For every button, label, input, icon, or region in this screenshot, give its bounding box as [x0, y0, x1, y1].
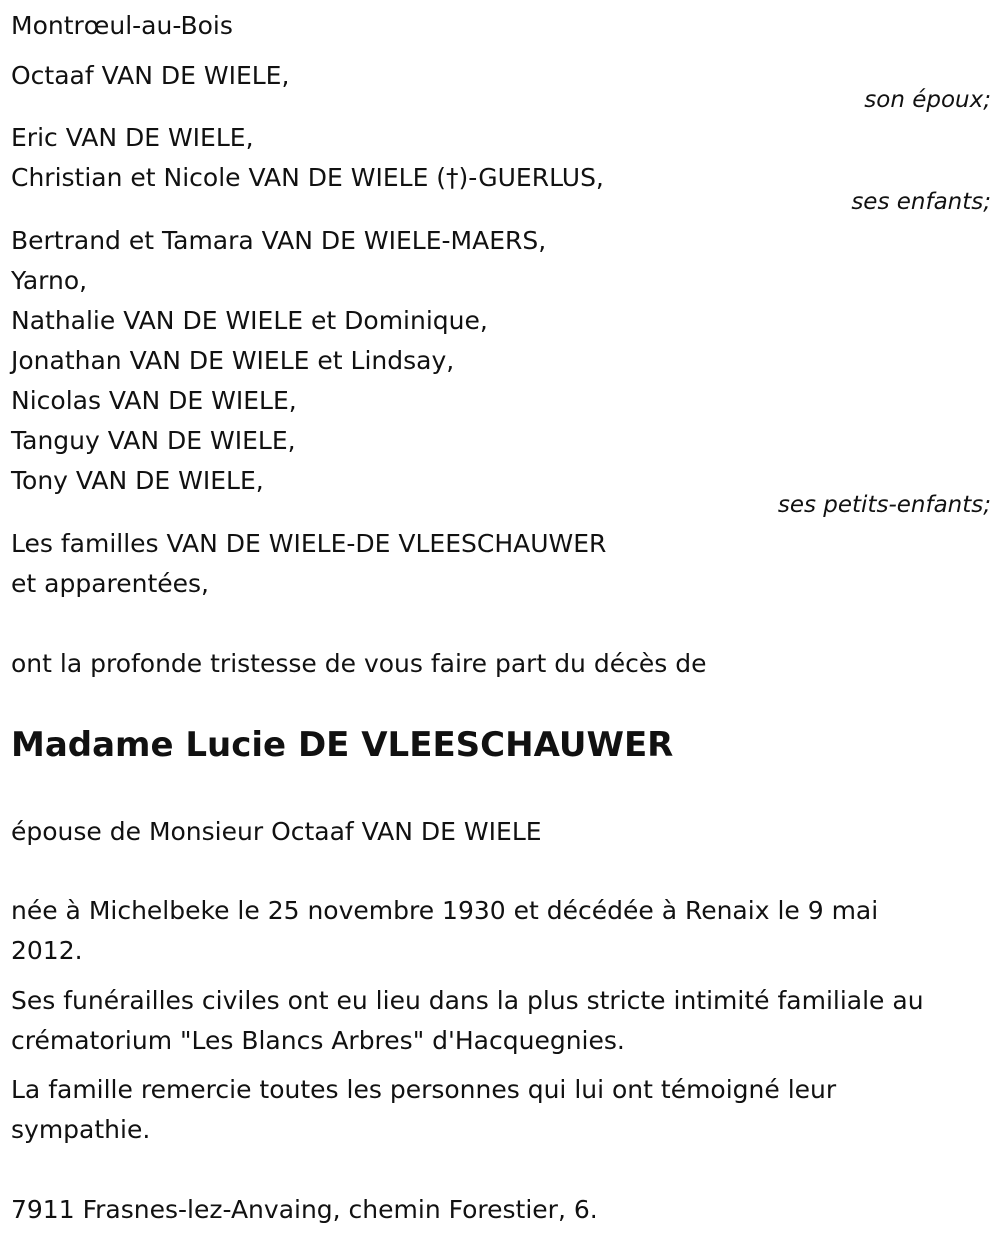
thanks-text: La famille remercie toutes les personnes qui lui ont témoigné leur sympathie.: [11, 1075, 837, 1144]
grandchild-name: Tony VAN DE WIELE,: [11, 466, 264, 495]
children-role: ses enfants;: [851, 189, 991, 215]
grandchildren-role: ses petits-enfants;: [777, 492, 991, 518]
child-name: Christian et Nicole VAN DE WIELE (†)-GUERLUS,: [11, 163, 604, 192]
announcement-text: ont la profonde tristesse de vous faire part du décès de: [11, 649, 707, 678]
deceased-spouse-line: épouse de Monsieur Octaaf VAN DE WIELE: [11, 817, 542, 846]
spouse-role: son époux;: [864, 87, 991, 113]
families-line: et apparentées,: [11, 569, 209, 598]
address-text: 7911 Frasnes-lez-Anvaing, chemin Forestier, 6.: [11, 1195, 598, 1224]
birth-death-text: née à Michelbeke le 25 novembre 1930 et décédée à Renaix le 9 mai 2012.: [11, 896, 879, 965]
location-header: Montrœul-au-Bois: [11, 11, 233, 40]
grandchild-name: Jonathan VAN DE WIELE et Lindsay,: [11, 346, 455, 375]
grandchild-name: Bertrand et Tamara VAN DE WIELE-MAERS,: [11, 226, 547, 255]
child-name: Eric VAN DE WIELE,: [11, 123, 254, 152]
spouse-name: Octaaf VAN DE WIELE,: [11, 61, 290, 90]
grandchild-name: Yarno,: [11, 266, 88, 295]
grandchild-name: Tanguy VAN DE WIELE,: [11, 426, 296, 455]
grandchild-name: Nicolas VAN DE WIELE,: [11, 386, 297, 415]
deceased-name: Madame Lucie DE VLEESCHAUWER: [11, 725, 674, 765]
families-line: Les familles VAN DE WIELE-DE VLEESCHAUWER: [11, 529, 607, 558]
grandchild-name: Nathalie VAN DE WIELE et Dominique,: [11, 306, 488, 335]
funeral-text: Ses funérailles civiles ont eu lieu dans la plus stricte intimité familiale au crématorium "Les Blancs Arbres" d'Hacquegnies.: [11, 986, 924, 1055]
